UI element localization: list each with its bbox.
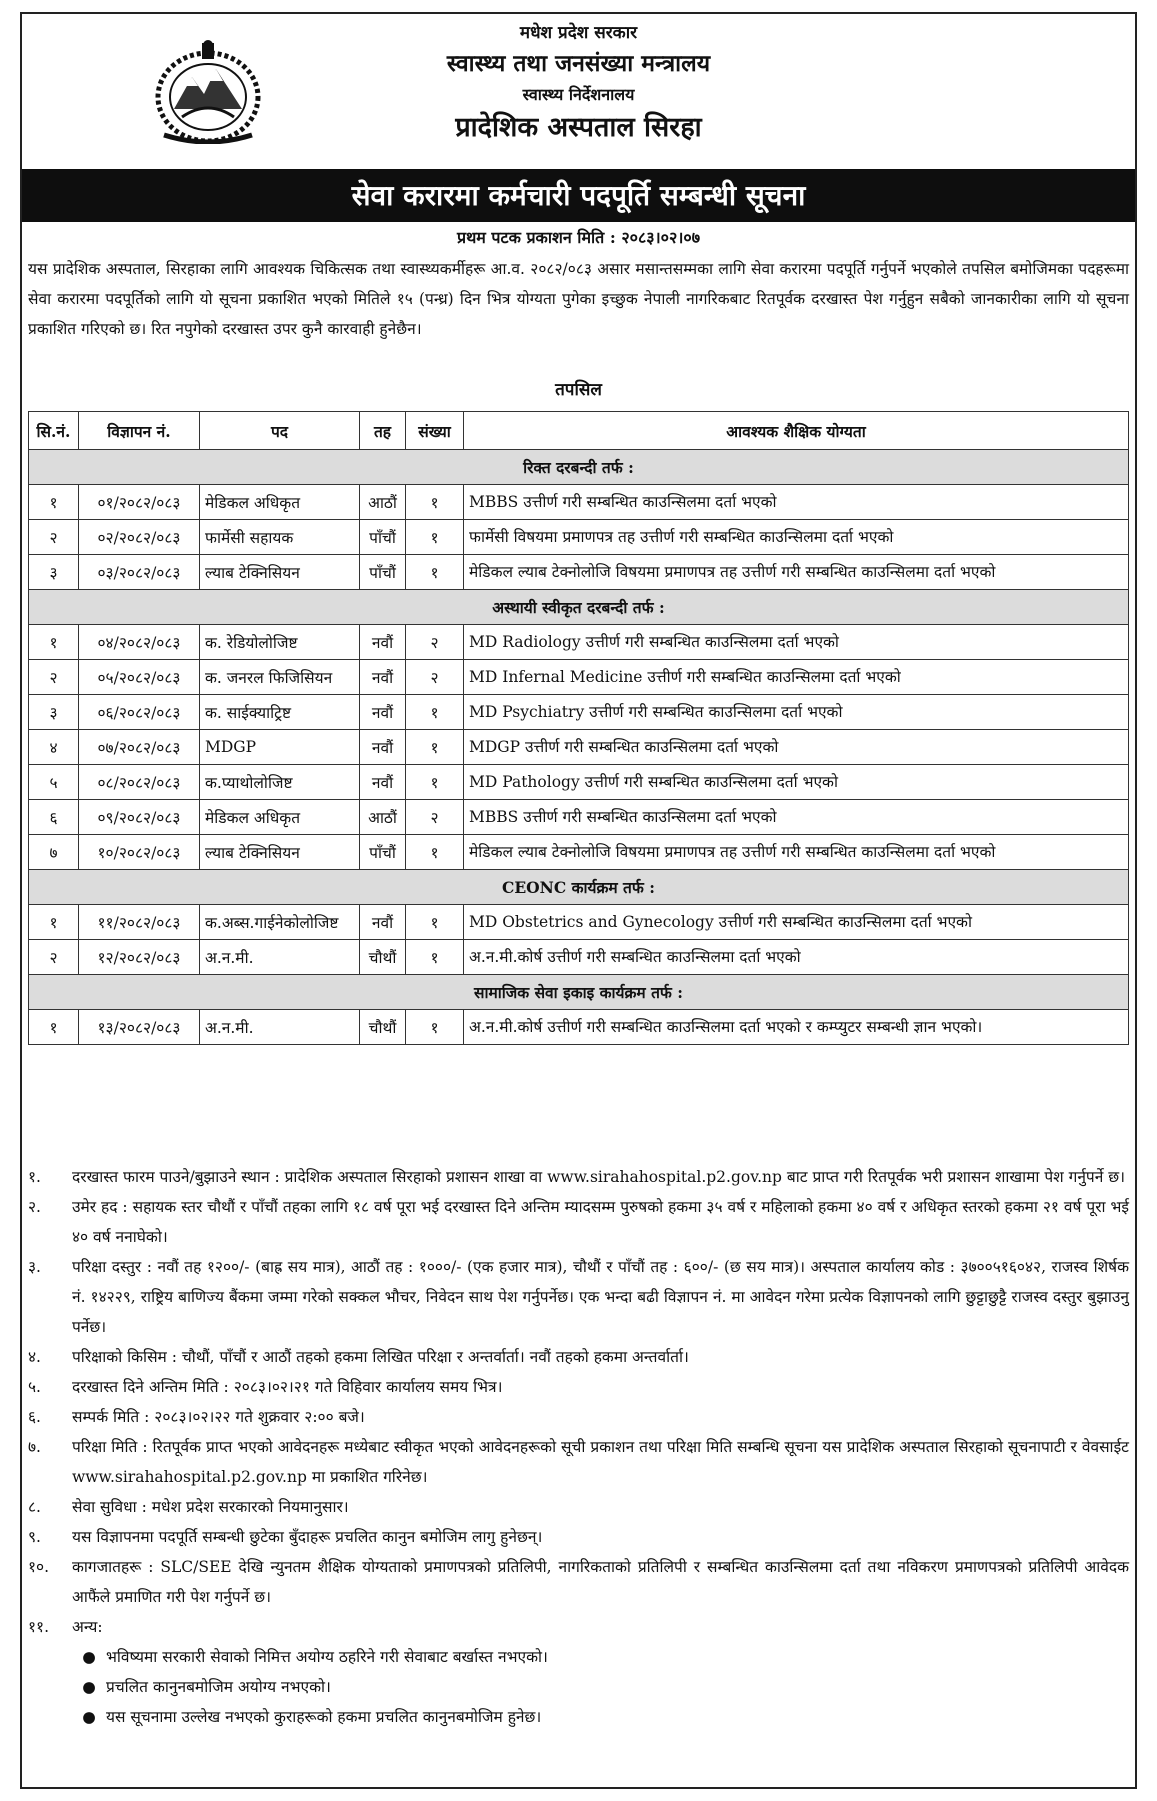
cell-qualification: MDGP उत्तीर्ण गरी सम्बन्धित काउन्सिलमा दर्ता भएको xyxy=(464,730,1129,765)
notice-page xyxy=(20,12,1137,1789)
cell-ad-no: ०१/२०८२/०८३ xyxy=(79,485,200,520)
cell-level: नवौं xyxy=(360,765,406,800)
cell-qualification: अ.न.मी.कोर्ष उत्तीर्ण गरी सम्बन्धित काउन्सिलमा दर्ता भएको xyxy=(464,940,1129,975)
note-item xyxy=(28,1252,1129,1342)
note-item xyxy=(28,1522,1129,1552)
cell-qualification: मेडिकल ल्याब टेक्नोलोजि विषयमा प्रमाणपत्र तह उत्तीर्ण गरी सम्बन्धित काउन्सिलमा दर्ता भएको xyxy=(464,555,1129,590)
cell-serial: १ xyxy=(29,905,79,940)
bullet-icon: ● xyxy=(82,1648,96,1666)
cell-post: क. साईक्याट्रिष्ट xyxy=(200,695,360,730)
directorate-name: स्वास्थ्य निर्देशनालय xyxy=(522,85,635,104)
cell-post: ल्याब टेक्निसियन xyxy=(200,835,360,870)
note-text: सम्पर्क मिति : २०८३।०२।२२ गते शुक्रवार २:०० बजे। xyxy=(72,1408,365,1426)
note-number: ६. xyxy=(28,1408,41,1426)
note-text: परिक्षाको किसिम : चौथौं, पाँचौं र आठौं तहको हकमा लिखित परिक्षा र अन्तर्वार्ता। नवौं तहको हकमा अन्तर्वार्ता। xyxy=(72,1348,689,1366)
publication-date: प्रथम पटक प्रकाशन मिति : २०८३।०२।०७ xyxy=(456,228,701,247)
cell-serial: ३ xyxy=(29,695,79,730)
table-row xyxy=(29,485,1129,520)
note-text: दरखास्त फारम पाउने/बुझाउने स्थान : प्रादेशिक अस्पताल सिरहाको प्रशासन शाखा वा www.sirahahospital.p2.gov.np बाट प्राप्त गरी रितपूर्वक भरी प्रशासन शाखामा पेश गर्नुपर्ने छ। xyxy=(72,1168,1126,1186)
hospital-name: प्रादेशिक अस्पताल सिरहा xyxy=(455,112,702,143)
note-item xyxy=(28,1432,1129,1492)
bullet-icon: ● xyxy=(82,1678,96,1696)
vacancy-table xyxy=(28,411,1129,1045)
note-text: यस विज्ञापनमा पदपूर्ति सम्बन्धी छुटेका बुँदाहरू प्रचलित कानुन बमोजिम लागु हुनेछन्। xyxy=(72,1528,543,1546)
table-row xyxy=(29,765,1129,800)
table-row xyxy=(29,555,1129,590)
table-row xyxy=(29,695,1129,730)
table-row xyxy=(29,625,1129,660)
bullet-item xyxy=(72,1672,1129,1702)
cell-post: MDGP xyxy=(200,730,360,765)
cell-level: नवौं xyxy=(360,730,406,765)
cell-count: १ xyxy=(406,835,464,870)
cell-serial: १ xyxy=(29,1010,79,1045)
cell-ad-no: ०७/२०८२/०८३ xyxy=(79,730,200,765)
other-conditions-list xyxy=(72,1642,1129,1732)
cell-serial: १ xyxy=(29,625,79,660)
cell-ad-no: ०८/२०८२/०८३ xyxy=(79,765,200,800)
note-text: अन्य: xyxy=(72,1618,103,1636)
col-header-qualification: आवश्यक शैक्षिक योग्यता xyxy=(464,412,1129,450)
intro-paragraph: यस प्रादेशिक अस्पताल, सिरहाका लागि आवश्यक चिकित्सक तथा स्वास्थ्यकर्मीहरू आ.व. २०८२/०८३ असार मसान्तसम्मका लागि सेवा करारमा पदपूर्ति गर्नुपर्ने भएकोले तपसिल बमोजिमका पदहरूमा सेवा करारमा पदपूर्तिको लागि यो सूचना प्रकाशित भएको मितिले १५ (पन्ध्र) दिन भित्र योग्यता पुगेका इच्छुक नेपाली नागरिकबाट रितपूर्वक दरखास्त पेश गर्नुहुन सबैको जानकारीका लागि यो सूचना प्रकाशित गरिएको छ। रित नपुगेको दरखास्त उपर कुनै कारवाही हुनेछैन। xyxy=(28,260,1129,338)
section-title: अस्थायी स्वीकृत दरबन्दी तर्फ : xyxy=(29,590,1129,625)
table-row xyxy=(29,940,1129,975)
table-row xyxy=(29,905,1129,940)
government-name: मधेश प्रदेश सरकार xyxy=(519,23,638,43)
cell-qualification: फार्मेसी विषयमा प्रमाणपत्र तह उत्तीर्ण गरी सम्बन्धित काउन्सिलमा दर्ता भएको xyxy=(464,520,1129,555)
cell-ad-no: ०६/२०८२/०८३ xyxy=(79,695,200,730)
cell-ad-no: १२/२०८२/०८३ xyxy=(79,940,200,975)
details-heading: तपसिल xyxy=(555,380,602,400)
cell-qualification: MBBS उत्तीर्ण गरी सम्बन्धित काउन्सिलमा दर्ता भएको xyxy=(464,485,1129,520)
cell-post: क.प्याथोलोजिष्ट xyxy=(200,765,360,800)
note-item xyxy=(28,1162,1129,1192)
cell-count: २ xyxy=(406,660,464,695)
cell-ad-no: ०४/२०८२/०८३ xyxy=(79,625,200,660)
note-text: दरखास्त दिने अन्तिम मिति : २०८३।०२।२१ गते विहिवार कार्यालय समय भित्र। xyxy=(72,1378,503,1396)
cell-serial: ३ xyxy=(29,555,79,590)
vacancy-table-body xyxy=(29,450,1129,1045)
note-item xyxy=(28,1192,1129,1252)
cell-ad-no: ११/२०८२/०८३ xyxy=(79,905,200,940)
note-number: १. xyxy=(28,1168,41,1186)
note-text: परिक्षा दस्तुर : नवौं तह १२००/- (बाह्र सय मात्र), आठौं तह : १०००/- (एक हजार मात्र), चौथौं र पाँचौं तह : ६००/- (छ सय मात्र)। अस्पताल कार्यालय कोड : ३७००५१६०४२, राजस्व शिर्षक नं. १४२२९, राष्ट्रिय बाणिज्य बैंकमा जम्मा गरेको सक्कल भौचर, निवेदन साथ पेश गर्नुपर्नेछ। एक भन्दा बढी विज्ञापन नं. मा आवेदन गरेमा प्रत्येक विज्ञापनको लागि छुट्टाछुट्टै राजस्व दस्तुर बुझाउनु पर्नेछ। xyxy=(72,1258,1129,1336)
col-header-count: संख्या xyxy=(406,412,464,450)
cell-level: आठौं xyxy=(360,485,406,520)
note-text: कागजातहरू : SLC/SEE देखि न्युनतम शैक्षिक योग्यताको प्रमाणपत्रको प्रतिलिपी, नागरिकताको प्रतिलिपी र सम्बन्धित काउन्सिलमा दर्ता तथा नविकरण प्रमाणपत्रको प्रतिलिपी आवेदक आफैंले प्रमाणित गरी पेश गर्नुपर्ने छ। xyxy=(72,1558,1129,1606)
section-title: रिक्त दरबन्दी तर्फ : xyxy=(29,450,1129,485)
cell-ad-no: ०५/२०८२/०८३ xyxy=(79,660,200,695)
cell-serial: ६ xyxy=(29,800,79,835)
cell-qualification: MD Psychiatry उत्तीर्ण गरी सम्बन्धित काउन्सिलमा दर्ता भएको xyxy=(464,695,1129,730)
table-row xyxy=(29,800,1129,835)
col-header-ad-no: विज्ञापन नं. xyxy=(79,412,200,450)
col-header-serial: सि.नं. xyxy=(29,412,79,450)
cell-qualification: MD Infernal Medicine उत्तीर्ण गरी सम्बन्धित काउन्सिलमा दर्ता भएको xyxy=(464,660,1129,695)
note-text: परिक्षा मिति : रितपूर्वक प्राप्त भएको आवेदनहरू मध्येबाट स्वीकृत भएको आवेदनहरूको सूची प्रकाशन तथा परिक्षा मिति सम्बन्धि सूचना यस प्रादेशिक अस्पताल सिरहाको सूचनापाटी र वेवसाईट www.sirahahospital.p2.gov.np मा प्रकाशित गरिनेछ। xyxy=(72,1438,1129,1486)
cell-count: १ xyxy=(406,1010,464,1045)
ministry-name: स्वास्थ्य तथा जनसंख्या मन्त्रालय xyxy=(446,50,711,77)
note-number: २. xyxy=(28,1198,41,1216)
notice-title-banner: सेवा करारमा कर्मचारी पदपूर्ति सम्बन्धी सूचना xyxy=(22,169,1135,222)
cell-serial: ५ xyxy=(29,765,79,800)
note-item xyxy=(28,1342,1129,1372)
section-title: सामाजिक सेवा इकाइ कार्यक्रम तर्फ : xyxy=(29,975,1129,1010)
note-item xyxy=(28,1492,1129,1522)
table-section-row xyxy=(29,450,1129,485)
cell-level: पाँचौं xyxy=(360,835,406,870)
note-number: ५. xyxy=(28,1378,41,1396)
cell-post: ल्याब टेक्निसियन xyxy=(200,555,360,590)
cell-count: २ xyxy=(406,625,464,660)
col-header-post: पद xyxy=(200,412,360,450)
cell-level: पाँचौं xyxy=(360,555,406,590)
bullet-text: भविष्यमा सरकारी सेवाको निमित्त अयोग्य ठहरिने गरी सेवाबाट बर्खास्त नभएको। xyxy=(106,1648,548,1666)
cell-ad-no: ०२/२०८२/०८३ xyxy=(79,520,200,555)
cell-count: १ xyxy=(406,940,464,975)
cell-serial: २ xyxy=(29,520,79,555)
cell-post: क.अब्स.गाईनेकोलोजिष्ट xyxy=(200,905,360,940)
notice-header xyxy=(22,14,1135,169)
note-number: ३. xyxy=(28,1258,41,1276)
bullet-icon: ● xyxy=(82,1708,96,1726)
bullet-item xyxy=(72,1642,1129,1672)
table-section-row xyxy=(29,870,1129,905)
cell-level: नवौं xyxy=(360,660,406,695)
table-row xyxy=(29,520,1129,555)
cell-post: मेडिकल अधिकृत xyxy=(200,485,360,520)
cell-count: १ xyxy=(406,485,464,520)
cell-count: १ xyxy=(406,520,464,555)
cell-level: चौथौं xyxy=(360,940,406,975)
cell-level: नवौं xyxy=(360,905,406,940)
bullet-text: प्रचलित कानुनबमोजिम अयोग्य नभएको। xyxy=(106,1678,331,1696)
table-row xyxy=(29,660,1129,695)
cell-serial: ७ xyxy=(29,835,79,870)
cell-post: मेडिकल अधिकृत xyxy=(200,800,360,835)
note-number: ११. xyxy=(28,1618,50,1636)
bullet-text: यस सूचनामा उल्लेख नभएको कुराहरूको हकमा प्रचलित कानुनबमोजिम हुनेछ। xyxy=(106,1708,542,1726)
note-item xyxy=(28,1372,1129,1402)
table-row xyxy=(29,1010,1129,1045)
table-section-row xyxy=(29,590,1129,625)
bullet-item xyxy=(72,1702,1129,1732)
note-text: उमेर हद : सहायक स्तर चौथौं र पाँचौं तहका लागि १८ वर्ष पूरा भई दरखास्त दिने अन्तिम म्यादसम्म पुरुषको हकमा ३५ वर्ष र महिलाको हकमा ४० वर्ष र अधिकृत स्तरको हकमा २१ वर्ष पूरा भई ४० वर्ष ननाघेको। xyxy=(72,1198,1129,1246)
cell-count: १ xyxy=(406,765,464,800)
table-section-row xyxy=(29,975,1129,1010)
cell-count: १ xyxy=(406,730,464,765)
cell-post: क. जनरल फिजिसियन xyxy=(200,660,360,695)
note-item xyxy=(28,1402,1129,1432)
cell-post: अ.न.मी. xyxy=(200,1010,360,1045)
cell-serial: १ xyxy=(29,485,79,520)
note-number: ७. xyxy=(28,1438,41,1456)
note-item xyxy=(28,1612,1129,1642)
note-number: ८. xyxy=(28,1498,41,1516)
cell-ad-no: ०९/२०८२/०८३ xyxy=(79,800,200,835)
cell-post: क. रेडियोलोजिष्ट xyxy=(200,625,360,660)
col-header-level: तह xyxy=(360,412,406,450)
note-number: १०. xyxy=(28,1558,50,1576)
note-number: ९. xyxy=(28,1528,41,1546)
notes-list xyxy=(28,1162,1129,1732)
cell-serial: २ xyxy=(29,660,79,695)
cell-level: पाँचौं xyxy=(360,520,406,555)
section-title: CEONC कार्यक्रम तर्फ : xyxy=(29,870,1129,905)
cell-serial: २ xyxy=(29,940,79,975)
table-row xyxy=(29,730,1129,765)
cell-qualification: MD Obstetrics and Gynecology उत्तीर्ण गरी सम्बन्धित काउन्सिलमा दर्ता भएको xyxy=(464,905,1129,940)
cell-level: नवौं xyxy=(360,625,406,660)
cell-qualification: MBBS उत्तीर्ण गरी सम्बन्धित काउन्सिलमा दर्ता भएको xyxy=(464,800,1129,835)
cell-count: १ xyxy=(406,555,464,590)
cell-level: चौथौं xyxy=(360,1010,406,1045)
cell-ad-no: ०३/२०८२/०८३ xyxy=(79,555,200,590)
cell-serial: ४ xyxy=(29,730,79,765)
cell-level: आठौं xyxy=(360,800,406,835)
cell-count: १ xyxy=(406,695,464,730)
cell-level: नवौं xyxy=(360,695,406,730)
cell-post: अ.न.मी. xyxy=(200,940,360,975)
cell-ad-no: १०/२०८२/०८३ xyxy=(79,835,200,870)
table-row xyxy=(29,835,1129,870)
note-item xyxy=(28,1552,1129,1612)
cell-qualification: मेडिकल ल्याब टेक्नोलोजि विषयमा प्रमाणपत्र तह उत्तीर्ण गरी सम्बन्धित काउन्सिलमा दर्ता भएको xyxy=(464,835,1129,870)
cell-ad-no: १३/२०८२/०८३ xyxy=(79,1010,200,1045)
note-text: सेवा सुविधा : मधेश प्रदेश सरकारको नियमानुसार। xyxy=(72,1498,349,1516)
cell-qualification: MD Pathology उत्तीर्ण गरी सम्बन्धित काउन्सिलमा दर्ता भएको xyxy=(464,765,1129,800)
note-number: ४. xyxy=(28,1348,41,1366)
cell-qualification: अ.न.मी.कोर्ष उत्तीर्ण गरी सम्बन्धित काउन्सिलमा दर्ता भएको र कम्प्युटर सम्बन्धी ज्ञान भएको। xyxy=(464,1010,1129,1045)
cell-count: १ xyxy=(406,905,464,940)
cell-qualification: MD Radiology उत्तीर्ण गरी सम्बन्धित काउन्सिलमा दर्ता भएको xyxy=(464,625,1129,660)
table-header-row xyxy=(29,412,1129,450)
cell-post: फार्मेसी सहायक xyxy=(200,520,360,555)
cell-count: २ xyxy=(406,800,464,835)
